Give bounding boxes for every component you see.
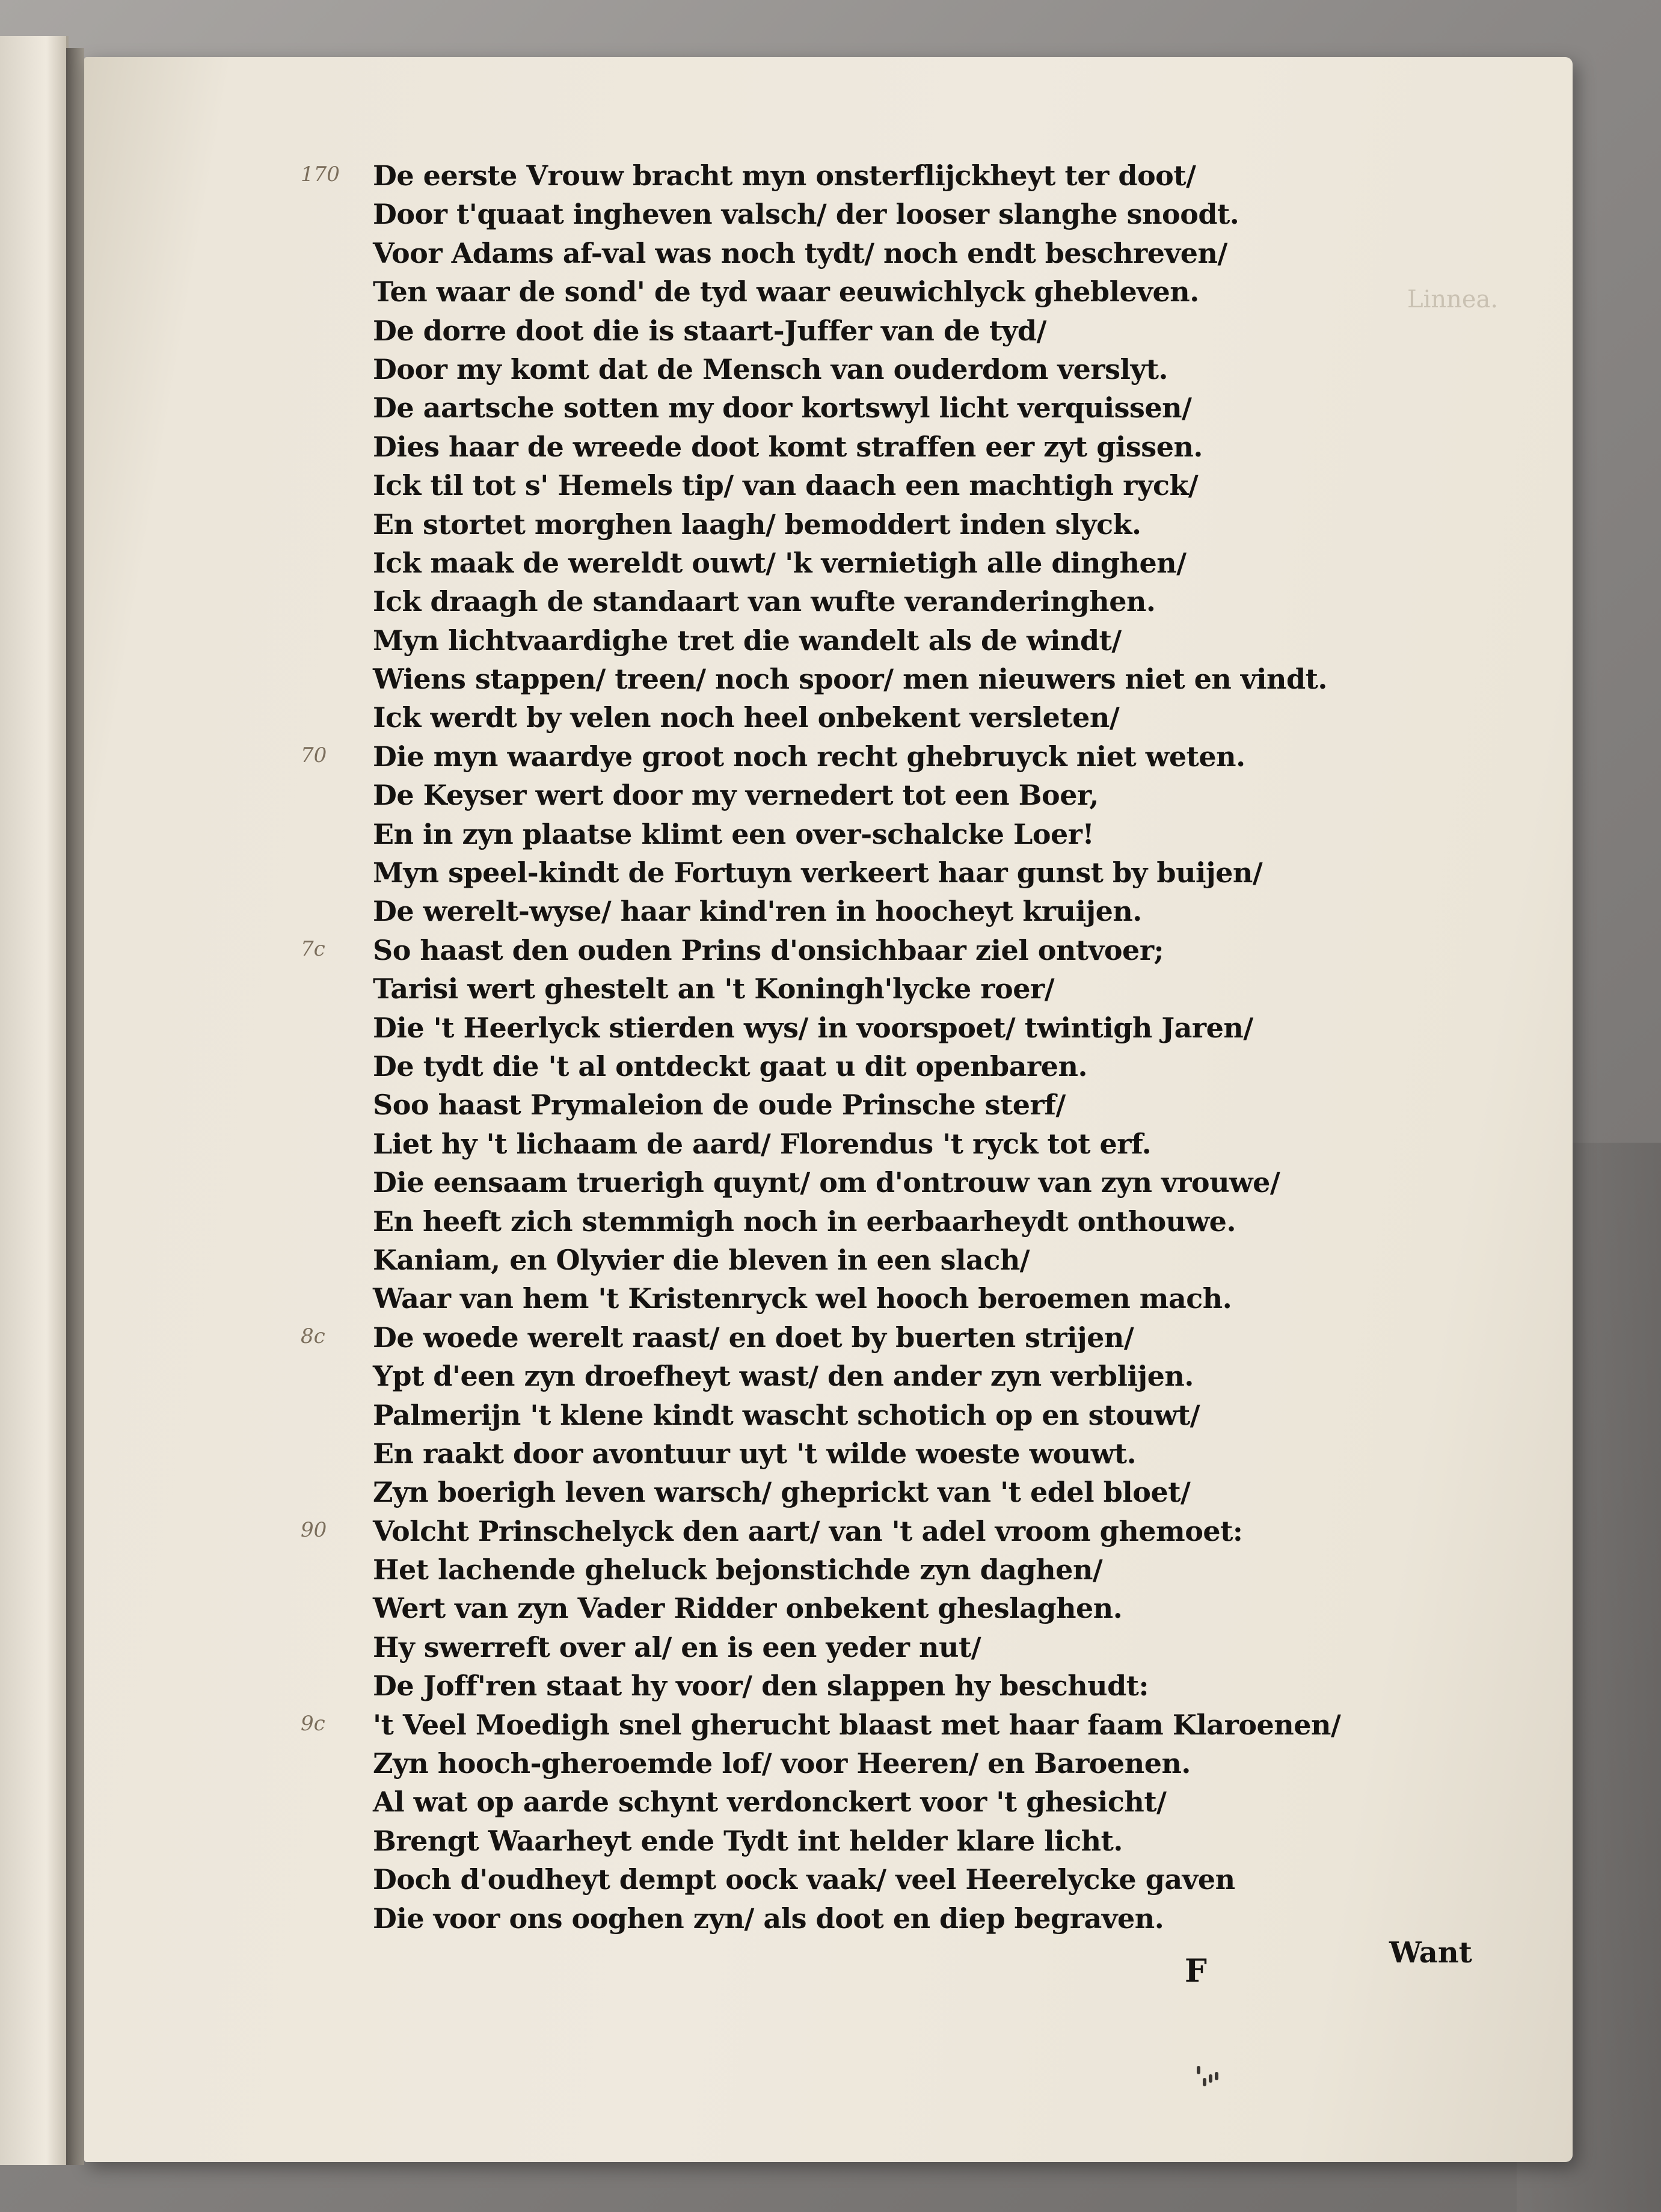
- verse-line: Zyn hooch-gheroemde lof/ voor Heeren/ en Baroenen.: [373, 1747, 1191, 1780]
- verse-line: Waar van hem 't Kristenryck wel hooch beroemen mach.: [373, 1282, 1232, 1315]
- verse-line: Door t'quaat ingheven valsch/ der looser slanghe snoodt.: [373, 198, 1239, 231]
- verse-line: Myn lichtvaardighe tret die wandelt als de windt/: [373, 624, 1122, 657]
- ink-speck: [1215, 2072, 1218, 2080]
- book-gutter: [66, 48, 84, 2165]
- verse-line: Die voor ons ooghen zyn/ als doot en diep begraven.: [373, 1902, 1164, 1935]
- verse-line: De werelt-wyse/ haar kind'ren in hoocheyt kruijen.: [373, 895, 1142, 928]
- verse-line: De aartsche sotten my door kortswyl licht verquissen/: [373, 392, 1192, 425]
- verse-line: Ick draagh de standaart van wufte veranderinghen.: [373, 585, 1156, 618]
- verse-line: Brengt Waarheyt ende Tydt int helder klare licht.: [373, 1824, 1123, 1857]
- margin-line-number: 70: [301, 743, 327, 767]
- verse-line: Het lachende gheluck bejonstichde zyn daghen/: [373, 1553, 1103, 1587]
- signature-mark: F: [1185, 1953, 1207, 1989]
- verse-line: Die 't Heerlyck stierden wys/ in voorspoet/ twintigh Jaren/: [373, 1011, 1253, 1044]
- verse-line: Kaniam, en Olyvier die bleven in een slach/: [373, 1243, 1030, 1276]
- verse-line: Volcht Prinschelyck den aart/ van 't adel vroom ghemoet:: [373, 1514, 1243, 1547]
- margin-line-number: 7c: [301, 937, 325, 961]
- verse-line: So haast den ouden Prins d'onsichbaar ziel ontvoer;: [373, 933, 1164, 966]
- verse-line: En in zyn plaatse klimt een over-schalcke Loer!: [373, 817, 1095, 850]
- verse-line: Al wat op aarde schynt verdonckert voor 't ghesicht/: [373, 1786, 1167, 1819]
- book-page: [84, 57, 1573, 2162]
- ink-speck: [1209, 2074, 1212, 2083]
- margin-line-number: 90: [301, 1518, 327, 1542]
- verse-line: Door my komt dat de Mensch van ouderdom verslyt.: [373, 352, 1168, 386]
- left-facing-page-edge: [0, 36, 69, 2165]
- verse-line: Wert van zyn Vader Ridder onbekent gheslaghen.: [373, 1592, 1123, 1625]
- verse-line: Wiens stappen/ treen/ noch spoor/ men nieuwers niet en vindt.: [373, 663, 1327, 696]
- verse-line: En heeft zich stemmigh noch in eerbaarheydt onthouwe.: [373, 1205, 1236, 1238]
- verse-line: Soo haast Prymaleion de oude Prinsche sterf/: [373, 1089, 1066, 1122]
- verse-line: Die myn waardye groot noch recht ghebruyck niet weten.: [373, 740, 1245, 773]
- margin-line-number: 9c: [301, 1712, 325, 1736]
- verse-line: Doch d'oudheyt dempt oock vaak/ veel Heerelycke gaven: [373, 1863, 1235, 1896]
- verse-line: De Keyser wert door my vernedert tot een Boer,: [373, 779, 1099, 812]
- verse-line: Zyn boerigh leven warsch/ gheprickt van 't edel bloet/: [373, 1476, 1191, 1509]
- verse-line: Myn speel-kindt de Fortuyn verkeert haar gunst by buijen/: [373, 856, 1263, 889]
- show-through-text: Linnea.: [1407, 286, 1499, 313]
- verse-line: Ten waar de sond' de tyd waar eeuwichlyck ghebleven.: [373, 275, 1199, 309]
- verse-line: De dorre doot die is staart-Juffer van de tyd/: [373, 314, 1046, 347]
- ink-speck: [1203, 2078, 1206, 2086]
- verse-line: Ick maak de wereldt ouwt/ 'k vernietigh alle dinghen/: [373, 546, 1187, 579]
- verse-line: Ick werdt by velen noch heel onbekent versleten/: [373, 701, 1120, 734]
- verse-line: Ick til tot s' Hemels tip/ van daach een machtigh ryck/: [373, 469, 1199, 502]
- verse-line: 't Veel Moedigh snel gherucht blaast met haar faam Klaroenen/: [373, 1708, 1341, 1741]
- verse-line: De eerste Vrouw bracht myn onsterflijckheyt ter doot/: [373, 159, 1196, 192]
- verse-line: Dies haar de wreede doot komt straffen eer zyt gissen.: [373, 430, 1203, 463]
- catchword: Want: [1389, 1936, 1472, 1970]
- verse-line: Liet hy 't lichaam de aard/ Florendus 't ryck tot erf.: [373, 1127, 1152, 1160]
- verse-line: Hy swerreft over al/ en is een yeder nut/: [373, 1630, 981, 1664]
- verse-line: Voor Adams af-val was noch tydt/ noch endt beschreven/: [373, 236, 1227, 269]
- verse-line: Ypt d'een zyn droefheyt wast/ den ander zyn verblijen.: [373, 1360, 1194, 1393]
- verse-line: De woede werelt raast/ en doet by buerten strijen/: [373, 1321, 1134, 1354]
- poem-text-block: [373, 156, 1546, 1938]
- verse-line: Die eensaam truerigh quynt/ om d'ontrouw van zyn vrouwe/: [373, 1166, 1280, 1199]
- verse-line: En raakt door avontuur uyt 't wilde woeste wouwt.: [373, 1437, 1137, 1470]
- verse-line: En stortet morghen laagh/ bemoddert inden slyck.: [373, 508, 1141, 541]
- verse-line: Tarisi wert ghestelt an 't Koningh'lycke roer/: [373, 972, 1055, 1006]
- margin-line-number: 8c: [301, 1324, 325, 1348]
- verse-line: Palmerijn 't klene kindt wascht schotich op en stouwt/: [373, 1398, 1200, 1431]
- margin-line-number: 170: [301, 162, 340, 186]
- verse-line: De Joff'ren staat hy voor/ den slappen hy beschudt:: [373, 1670, 1149, 1703]
- verse-line: De tydt die 't al ontdeckt gaat u dit openbaren.: [373, 1049, 1087, 1083]
- ink-speck: [1197, 2066, 1200, 2074]
